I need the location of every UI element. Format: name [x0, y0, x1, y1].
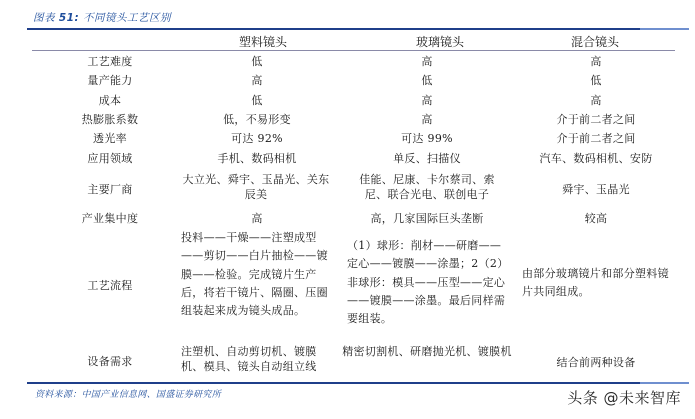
cell-hybrid: 介于前二者之间 [556, 113, 636, 126]
row-label: 产业集中度 [81, 212, 139, 225]
cell-plastic: 手机、数码相机 [217, 152, 297, 165]
cell-glass: 高，几家国际巨头垄断 [370, 212, 484, 225]
cell-hybrid: 低 [590, 74, 602, 87]
source-note: 资料来源：中国产业信息网、国盛证券研究所 [35, 390, 222, 400]
cell-hybrid: 汽车、数码相机、安防 [539, 152, 653, 165]
cell-hybrid: 介于前二者之间 [556, 132, 636, 145]
table-header-rule [32, 50, 675, 51]
cell-hybrid: 高 [590, 55, 602, 68]
cell-glass: 低 [421, 74, 433, 87]
cell-plastic: 低，不易形变 [223, 113, 291, 126]
row-label: 工艺流程 [87, 279, 133, 292]
cell-glass: 高 [421, 113, 433, 126]
cell-glass: 单反、扫描仪 [393, 152, 461, 165]
table-top-rule-extension [640, 28, 689, 30]
row-label: 量产能力 [87, 74, 133, 87]
caption-number: 51: [58, 12, 80, 24]
caption-title: 不同镜头工艺区别 [79, 12, 171, 24]
cell-plastic: 投料——干燥——注塑成型——剪切——白片抽检——镀膜——检验。完成镜片生产后，将若干镜片、隔圈、压圈组装起来成为镜头成品。 [181, 231, 328, 318]
cell-hybrid: 高 [590, 94, 602, 107]
column-header-plastic: 塑料镜头 [238, 35, 287, 49]
row-label: 应用领域 [87, 152, 133, 165]
figure-caption [33, 10, 171, 25]
cell-plastic: 注塑机、自动剪切机、镀膜机、模具、镜头自动组立线 [181, 345, 317, 373]
cell-glass: 可达 99% [401, 132, 453, 145]
row-label: 成本 [98, 94, 122, 107]
cell-hybrid: 由部分玻璃镜片和部分塑料镜片共同组成。 [522, 267, 669, 299]
cell-glass: 高 [421, 55, 433, 68]
cell-plastic: 低 [251, 55, 263, 68]
caption-prefix: 图表 [33, 12, 59, 24]
cell-hybrid: 结合前两种设备 [556, 356, 636, 369]
cell-plastic: 可达 92% [231, 132, 283, 145]
table-top-rule [27, 28, 689, 30]
watermark: 头条 @未来智库 [567, 389, 681, 407]
cell-glass: 高 [421, 94, 433, 107]
cell-plastic: 高 [251, 74, 263, 87]
cell-hybrid: 舜宇、玉晶光 [562, 183, 630, 196]
table-bottom-rule [27, 382, 689, 384]
cell-glass: 佳能、尼康、卡尔蔡司、索尼、联合光电、联创电子 [359, 173, 495, 201]
row-label: 主要厂商 [87, 183, 133, 196]
cell-glass: 精密切割机、研磨抛光机、镀膜机 [342, 345, 512, 358]
row-label: 透光率 [93, 132, 127, 145]
row-label: 工艺难度 [87, 55, 133, 68]
cell-plastic: 低 [251, 94, 263, 107]
row-label: 热膨胀系数 [81, 113, 139, 126]
row-label: 设备需求 [87, 355, 133, 368]
cell-glass: （1）球形：削材——研磨——定心——镀膜——涂墨；2（2）非球形：模具——压型——定心——镀膜——涂墨。最后同样需要组装。 [347, 239, 509, 326]
column-header-hybrid: 混合镜头 [570, 35, 619, 49]
column-header-glass: 玻璃镜头 [415, 35, 464, 49]
cell-hybrid: 较高 [584, 212, 608, 225]
cell-plastic: 大立光、舜宇、玉晶光、关东辰美 [182, 173, 330, 201]
cell-plastic: 高 [251, 212, 263, 225]
table-bottom-rule-extension [640, 382, 689, 384]
